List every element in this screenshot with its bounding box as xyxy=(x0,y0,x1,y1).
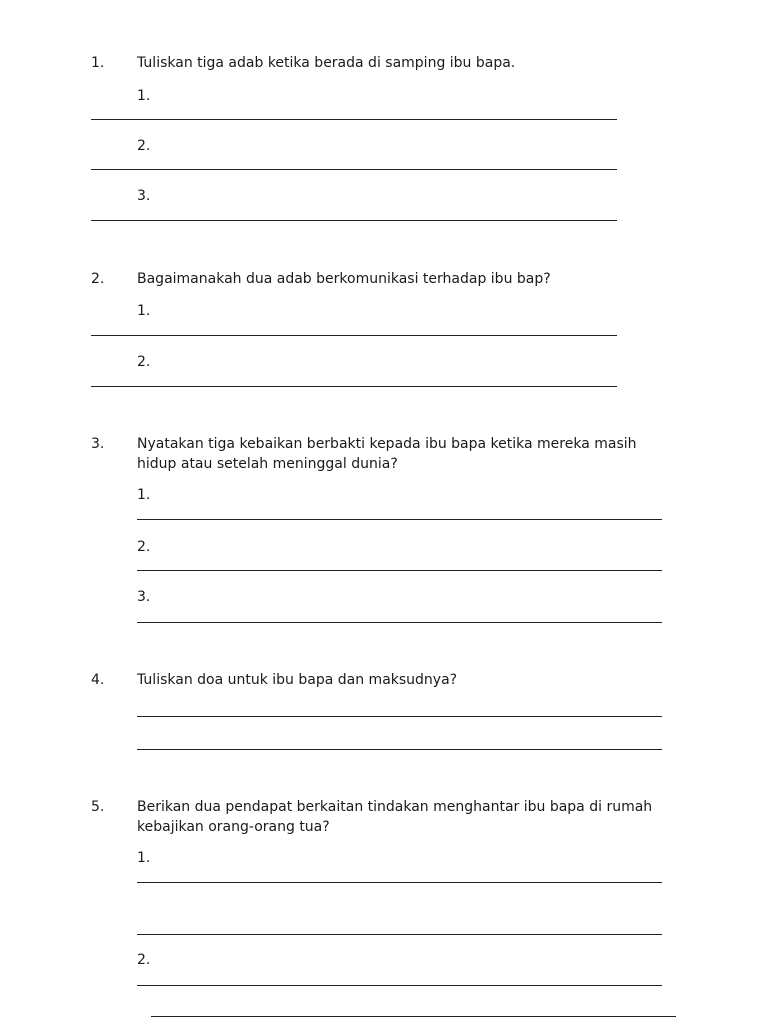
question-1-number: 1. xyxy=(91,55,105,71)
question-4-number: 4. xyxy=(91,672,105,688)
q1-answer-line-2[interactable] xyxy=(91,169,617,170)
question-1-text: Tuliskan tiga adab ketika berada di samping ibu bapa. xyxy=(137,55,516,71)
q2-answer-line-2[interactable] xyxy=(91,386,617,387)
q2-item-2-label: 2. xyxy=(137,354,151,370)
q3-answer-line-2[interactable] xyxy=(137,570,662,571)
q3-item-1-label: 1. xyxy=(137,487,151,503)
q4-answer-line-2[interactable] xyxy=(137,749,662,750)
question-3-number: 3. xyxy=(91,436,105,452)
q1-answer-line-1[interactable] xyxy=(91,119,617,120)
question-3-text-line-1: Nyatakan tiga kebaikan berbakti kepada ibu bapa ketika mereka masih xyxy=(137,436,637,452)
q1-item-1-label: 1. xyxy=(137,88,151,104)
question-2-text: Bagaimanakah dua adab berkomunikasi terhadap ibu bap? xyxy=(137,271,551,287)
q3-item-2-label: 2. xyxy=(137,539,151,555)
q1-item-2-label: 2. xyxy=(137,138,151,154)
q1-answer-line-3[interactable] xyxy=(91,220,617,221)
q2-answer-line-1[interactable] xyxy=(91,335,617,336)
q3-answer-line-1[interactable] xyxy=(137,519,662,520)
q5-answer-line-2[interactable] xyxy=(137,934,662,935)
q4-answer-line-1[interactable] xyxy=(137,716,662,717)
q3-answer-line-3[interactable] xyxy=(137,622,662,623)
question-4-text: Tuliskan doa untuk ibu bapa dan maksudnya? xyxy=(137,672,458,688)
q5-item-1-label: 1. xyxy=(137,850,151,866)
question-2-number: 2. xyxy=(91,271,105,287)
q5-answer-line-1[interactable] xyxy=(137,882,662,883)
q2-item-1-label: 1. xyxy=(137,303,151,319)
question-5-number: 5. xyxy=(91,799,105,815)
question-3-text-line-2: hidup atau setelah meninggal dunia? xyxy=(137,456,398,472)
q5-answer-line-3[interactable] xyxy=(137,985,662,986)
question-5-text-line-1: Berikan dua pendapat berkaitan tindakan menghantar ibu bapa di rumah xyxy=(137,799,653,815)
q5-item-2-label: 2. xyxy=(137,952,151,968)
q1-item-3-label: 3. xyxy=(137,188,151,204)
q5-answer-line-4[interactable] xyxy=(151,1016,676,1017)
q3-item-3-label: 3. xyxy=(137,589,151,605)
question-5-text-line-2: kebajikan orang-orang tua? xyxy=(137,819,330,835)
